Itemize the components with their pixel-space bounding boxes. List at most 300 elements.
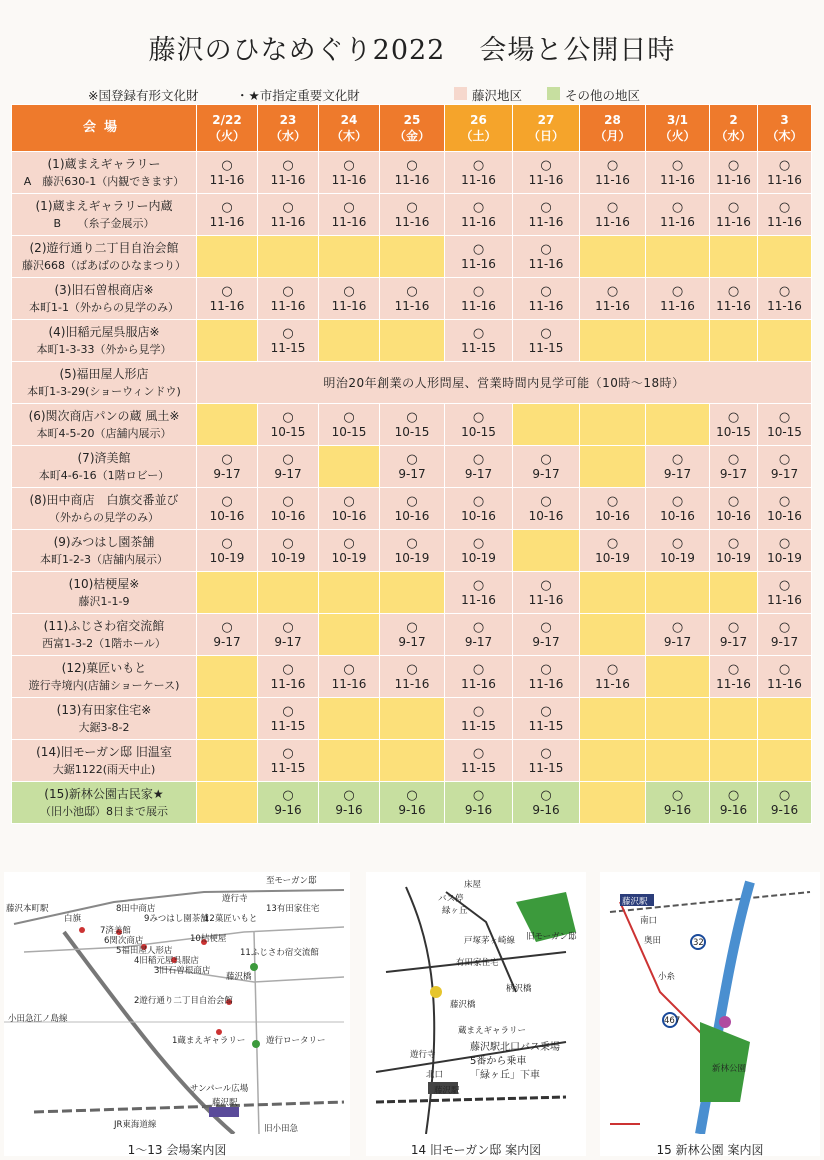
open-hours: 11-15: [270, 718, 306, 733]
open-cell: [445, 152, 513, 194]
venue-row: [12, 236, 812, 278]
header-day: 3 （木）: [758, 105, 812, 152]
venue-address: 西富1-3-2（1階ホール）: [42, 636, 166, 650]
open-circle-icon: ○: [778, 619, 791, 635]
open-circle-icon: ○: [221, 619, 233, 635]
open-cell: [758, 614, 812, 656]
open-cell: [646, 488, 710, 530]
venue-address: 本町1-1（外からの見学のみ）: [29, 300, 179, 314]
open-hours: 11-15: [461, 340, 496, 355]
venue-address: 大鋸1122(雨天中止): [52, 762, 156, 776]
venue-map-1-13: [4, 872, 350, 1156]
closed-cell: [646, 404, 710, 446]
open-hours: 11-16: [209, 214, 245, 229]
open-circle-icon: ○: [406, 199, 418, 215]
venue-row: [12, 152, 812, 194]
open-circle-icon: ○: [778, 661, 791, 677]
open-cell: [197, 614, 258, 656]
venue-name: [12, 152, 197, 194]
venue-row: [12, 446, 812, 488]
open-circle-icon: ○: [606, 493, 619, 509]
open-hours: 10-16: [394, 508, 430, 523]
open-circle-icon: ○: [343, 157, 355, 173]
open-hours: 10-15: [767, 424, 802, 439]
map1-label: 2遊行通り二丁目自治会館: [134, 996, 233, 1006]
map3-label: 奥田: [644, 936, 662, 946]
open-cell: [758, 446, 812, 488]
venue-name: [12, 530, 197, 572]
open-circle-icon: ○: [606, 535, 619, 551]
open-hours: 11-16: [767, 172, 802, 187]
open-cell: [580, 278, 646, 320]
closed-cell: [646, 656, 710, 698]
closed-cell: [319, 236, 380, 278]
venue-name: [12, 698, 197, 740]
open-circle-icon: ○: [406, 535, 418, 551]
venue-address: （外からの見学のみ）: [49, 510, 159, 524]
closed-cell: [513, 530, 580, 572]
venue-name: [12, 488, 197, 530]
open-circle-icon: ○: [221, 451, 233, 467]
open-hours: 11-15: [461, 760, 496, 775]
open-circle-icon: ○: [727, 661, 740, 677]
open-hours: 9-17: [398, 634, 426, 649]
open-circle-icon: ○: [671, 157, 684, 173]
open-circle-icon: ○: [472, 451, 485, 467]
open-circle-icon: ○: [727, 409, 740, 425]
closed-cell: [258, 236, 319, 278]
open-hours: 10-16: [209, 508, 245, 523]
open-circle-icon: ○: [343, 199, 355, 215]
venue-row: [12, 782, 812, 824]
closed-cell: [758, 236, 812, 278]
open-circle-icon: ○: [778, 283, 791, 299]
venue-row: [12, 740, 812, 782]
open-hours: 10-15: [270, 424, 306, 439]
open-circle-icon: ○: [221, 283, 233, 299]
open-circle-icon: ○: [540, 241, 552, 257]
open-circle-icon: ○: [472, 283, 485, 299]
open-hours: 10-16: [461, 508, 496, 523]
schedule-table: [11, 104, 812, 824]
legend-other: その他の地区: [565, 88, 641, 103]
venue-title: (13)有田家住宅※: [56, 702, 152, 717]
header-day: 25 （金）: [380, 105, 445, 152]
closed-cell: [258, 572, 319, 614]
open-cell: [710, 614, 758, 656]
open-circle-icon: ○: [671, 283, 684, 299]
venue-row: [12, 278, 812, 320]
open-hours: 11-16: [767, 298, 802, 313]
open-hours: 11-15: [528, 718, 564, 733]
open-hours: 11-16: [528, 676, 564, 691]
open-hours: 11-16: [394, 172, 430, 187]
map3-label: 467: [664, 1016, 681, 1026]
map1-label: 旧小田急: [264, 1124, 299, 1134]
open-circle-icon: ○: [282, 199, 294, 215]
open-hours: 10-16: [528, 508, 564, 523]
venue-name: [12, 446, 197, 488]
open-circle-icon: ○: [472, 535, 485, 551]
open-cell: [380, 194, 445, 236]
open-cell: [513, 320, 580, 362]
open-circle-icon: ○: [727, 619, 740, 635]
open-hours: 10-19: [767, 550, 802, 565]
open-cell: [380, 488, 445, 530]
open-circle-icon: ○: [221, 535, 233, 551]
open-circle-icon: ○: [282, 283, 294, 299]
open-hours: 10-15: [716, 424, 751, 439]
open-cell: [258, 194, 319, 236]
open-circle-icon: ○: [472, 619, 485, 635]
venue-address: 本町1-3-29(ショーウィンドウ): [27, 384, 181, 398]
open-cell: [319, 530, 380, 572]
open-circle-icon: ○: [671, 493, 684, 509]
open-hours: 11-16: [595, 214, 630, 229]
open-circle-icon: ○: [606, 661, 619, 677]
closed-cell: [319, 614, 380, 656]
map1-label: 9みつはし園茶舗: [144, 914, 209, 924]
open-hours: 11-16: [331, 676, 367, 691]
open-hours: 11-16: [461, 676, 496, 691]
legend-fujisawa: 藤沢地区: [472, 88, 523, 103]
open-cell: [445, 278, 513, 320]
open-hours: 9-17: [532, 634, 560, 649]
title-sub: 会場と公開日時: [479, 35, 676, 66]
venue-row: [12, 530, 812, 572]
open-circle-icon: ○: [778, 493, 791, 509]
header-day: 24 （木）: [319, 105, 380, 152]
open-hours: 10-16: [767, 508, 802, 523]
open-hours: 11-16: [767, 592, 802, 607]
open-cell: [445, 740, 513, 782]
closed-cell: [710, 572, 758, 614]
open-hours: 11-16: [528, 592, 564, 607]
open-cell: [646, 614, 710, 656]
map2-label: 床屋: [464, 880, 482, 890]
open-hours: 9-17: [532, 466, 560, 481]
open-hours: 9-17: [719, 466, 748, 481]
open-hours: 11-15: [528, 340, 564, 355]
open-circle-icon: ○: [343, 493, 355, 509]
open-hours: 9-17: [398, 466, 426, 481]
venue-note: 明治20年創業の人形問屋、営業時間内見学可能（10時～18時）: [197, 362, 812, 404]
venue-name: [12, 320, 197, 362]
open-cell: [319, 404, 380, 446]
open-circle-icon: ○: [282, 409, 294, 425]
open-hours: 11-16: [767, 676, 802, 691]
open-cell: [445, 698, 513, 740]
open-cell: [710, 782, 758, 824]
open-hours: 10-19: [394, 550, 430, 565]
map2-caption: 14 旧モーガン邸 案内図: [410, 1143, 542, 1157]
closed-cell: [646, 740, 710, 782]
venue-row: [12, 572, 812, 614]
open-cell: [710, 194, 758, 236]
map2-label: 戸塚茅ヶ崎線: [464, 936, 516, 946]
open-hours: 11-15: [270, 760, 306, 775]
open-hours: 11-16: [716, 676, 751, 691]
venue-title: (3)旧石曽根商店※: [54, 282, 154, 297]
open-hours: 11-16: [394, 214, 430, 229]
open-cell: [258, 320, 319, 362]
header-day: 27 （日）: [513, 105, 580, 152]
open-cell: [513, 194, 580, 236]
map1-label: 8田中商店: [116, 904, 156, 914]
map1-label: 4旧稲元屋呉服店: [134, 956, 199, 966]
shinbayashi-park-map: [600, 872, 820, 1156]
venue-name: [12, 656, 197, 698]
open-cell: [758, 152, 812, 194]
venue-title: (9)みつはし園茶舗: [53, 534, 155, 549]
open-cell: [258, 152, 319, 194]
legend-city-designated: ・★市指定重要文化財: [236, 88, 360, 103]
venue-address: 大鋸3-8-2: [78, 720, 130, 734]
open-cell: [258, 446, 319, 488]
closed-cell: [380, 698, 445, 740]
open-circle-icon: ○: [472, 703, 485, 719]
open-cell: [380, 278, 445, 320]
open-cell: [319, 194, 380, 236]
open-hours: 10-19: [660, 550, 695, 565]
open-hours: 9-16: [335, 802, 363, 817]
closed-cell: [197, 698, 258, 740]
map2-label: 「緑ヶ丘」下車: [470, 1070, 540, 1081]
venue-address: 本町4-5-20（店舗内展示）: [36, 426, 172, 440]
venue-title: (8)田中商店 白旗交番並び: [29, 492, 179, 507]
open-cell: [258, 698, 319, 740]
closed-cell: [319, 740, 380, 782]
open-circle-icon: ○: [606, 157, 619, 173]
open-hours: 11-16: [528, 256, 564, 271]
open-circle-icon: ○: [406, 787, 418, 803]
open-cell: [710, 488, 758, 530]
closed-cell: [710, 320, 758, 362]
open-hours: 11-16: [461, 172, 496, 187]
open-cell: [758, 278, 812, 320]
venue-row: [12, 320, 812, 362]
map1-label: 藤沢本町駅: [6, 904, 49, 914]
open-cell: [258, 530, 319, 572]
venue-name: [12, 404, 197, 446]
venue-address: （旧小池邸）8日まで展示: [40, 804, 168, 818]
open-circle-icon: ○: [727, 493, 740, 509]
map1-label: 遊行ロータリー: [266, 1036, 326, 1046]
open-circle-icon: ○: [778, 787, 791, 803]
map1-label: 11ふじさわ宿交流館: [240, 948, 319, 958]
open-circle-icon: ○: [282, 661, 294, 677]
venue-row: [12, 656, 812, 698]
open-cell: [580, 488, 646, 530]
open-hours: 11-15: [528, 760, 564, 775]
header-row: [12, 105, 812, 152]
open-hours: 11-16: [461, 256, 496, 271]
open-hours: 10-19: [270, 550, 306, 565]
open-circle-icon: ○: [282, 325, 294, 341]
open-circle-icon: ○: [282, 157, 294, 173]
venue-name: [12, 740, 197, 782]
map2-label: 藤沢駅: [434, 1086, 460, 1096]
map1-label: 白旗: [64, 914, 82, 924]
header-day: 2 （水）: [710, 105, 758, 152]
map2-label: 蔵まえギャラリー: [458, 1026, 527, 1036]
open-hours: 11-16: [461, 592, 496, 607]
open-hours: 10-15: [461, 424, 496, 439]
open-hours: 10-16: [716, 508, 751, 523]
open-cell: [258, 740, 319, 782]
open-cell: [758, 656, 812, 698]
shinbayashi-park-map-roads: [600, 872, 820, 1134]
open-hours: 9-17: [770, 634, 799, 649]
open-hours: 10-19: [716, 550, 751, 565]
open-cell: [513, 740, 580, 782]
venue-address: 遊行寺境内(店舗ショーケース): [28, 678, 180, 692]
open-circle-icon: ○: [282, 703, 294, 719]
open-circle-icon: ○: [671, 787, 684, 803]
open-cell: [513, 446, 580, 488]
open-circle-icon: ○: [472, 577, 485, 593]
open-circle-icon: ○: [282, 619, 294, 635]
closed-cell: [646, 698, 710, 740]
open-cell: [758, 530, 812, 572]
header-day: 28 （月）: [580, 105, 646, 152]
closed-cell: [513, 404, 580, 446]
open-circle-icon: ○: [221, 493, 233, 509]
open-circle-icon: ○: [282, 451, 294, 467]
open-circle-icon: ○: [671, 535, 684, 551]
open-hours: 10-19: [331, 550, 367, 565]
open-circle-icon: ○: [540, 493, 552, 509]
open-circle-icon: ○: [472, 493, 485, 509]
venue-name: [12, 782, 197, 824]
venue-title: (1)蔵まえギャラリー: [47, 156, 161, 171]
map1-label: 10桔梗屋: [190, 934, 227, 944]
map2-label: バス停: [438, 894, 464, 904]
venue-title: (11)ふじさわ宿交流館: [43, 618, 165, 633]
map1-label: 1蔵まえギャラリー: [172, 1036, 246, 1046]
open-circle-icon: ○: [727, 157, 740, 173]
open-hours: 11-16: [209, 298, 245, 313]
open-circle-icon: ○: [406, 157, 418, 173]
open-hours: 11-16: [528, 172, 564, 187]
closed-cell: [380, 236, 445, 278]
open-cell: [445, 488, 513, 530]
open-cell: [758, 404, 812, 446]
morgan-house-map-roads: [366, 872, 586, 1134]
open-cell: [197, 530, 258, 572]
open-hours: 10-16: [660, 508, 695, 523]
map3-label: 32: [693, 938, 704, 948]
open-circle-icon: ○: [343, 409, 355, 425]
closed-cell: [197, 320, 258, 362]
open-circle-icon: ○: [343, 535, 355, 551]
open-circle-icon: ○: [406, 619, 418, 635]
open-cell: [758, 572, 812, 614]
map3-label: 新林公園: [712, 1064, 747, 1074]
map1-label: 藤沢橋: [226, 972, 252, 982]
open-cell: [258, 278, 319, 320]
map1-label: サンパール広場: [190, 1084, 249, 1094]
open-hours: 9-17: [663, 634, 692, 649]
map2-label: 緑ヶ丘: [442, 906, 468, 916]
map1-label: 13有田家住宅: [266, 904, 320, 914]
header-day: 23 （水）: [258, 105, 319, 152]
map1-caption: 1～13 会場案内図: [127, 1143, 227, 1157]
venue-name: [12, 614, 197, 656]
open-cell: [445, 320, 513, 362]
open-cell: [513, 488, 580, 530]
closed-cell: [580, 236, 646, 278]
venue-row: [12, 488, 812, 530]
closed-cell: [580, 320, 646, 362]
map1-label: 12菓匠いもと: [204, 914, 258, 924]
header-day: 3/1 （火）: [646, 105, 710, 152]
open-hours: 9-17: [719, 634, 748, 649]
open-cell: [758, 194, 812, 236]
open-cell: [319, 782, 380, 824]
open-hours: 11-16: [595, 676, 630, 691]
closed-cell: [758, 320, 812, 362]
venue-title: (12)菓匠いもと: [61, 660, 147, 675]
open-cell: [445, 236, 513, 278]
closed-cell: [710, 698, 758, 740]
open-cell: [710, 656, 758, 698]
map1-label: 7済美館: [100, 926, 131, 936]
closed-cell: [646, 236, 710, 278]
venue-row: [12, 362, 812, 404]
open-hours: 11-16: [528, 214, 564, 229]
open-circle-icon: ○: [472, 409, 485, 425]
open-circle-icon: ○: [540, 745, 552, 761]
map1-label: 藤沢駅: [212, 1098, 238, 1108]
legend-registered: ※国登録有形文化財: [88, 88, 199, 103]
map1-label: 6関次商店: [104, 936, 144, 946]
open-hours: 10-16: [270, 508, 306, 523]
legend: [0, 84, 824, 104]
open-circle-icon: ○: [778, 409, 791, 425]
open-cell: [445, 656, 513, 698]
open-cell: [580, 194, 646, 236]
open-hours: 9-16: [770, 802, 799, 817]
open-cell: [380, 152, 445, 194]
open-cell: [646, 194, 710, 236]
map2-label: 有田家住宅: [456, 958, 499, 968]
open-cell: [380, 446, 445, 488]
open-cell: [380, 530, 445, 572]
venue-row: [12, 194, 812, 236]
open-circle-icon: ○: [406, 451, 418, 467]
open-hours: 11-16: [209, 172, 245, 187]
open-hours: 9-17: [464, 634, 493, 649]
open-hours: 11-15: [270, 340, 306, 355]
open-circle-icon: ○: [671, 619, 684, 635]
open-circle-icon: ○: [727, 283, 740, 299]
open-hours: 9-16: [532, 802, 560, 817]
open-cell: [513, 614, 580, 656]
open-hours: 9-17: [770, 466, 799, 481]
header-day: 26 （土）: [445, 105, 513, 152]
open-circle-icon: ○: [540, 325, 552, 341]
open-cell: [319, 152, 380, 194]
venue-title: (15)新林公園古民家★: [44, 786, 164, 801]
open-circle-icon: ○: [406, 409, 418, 425]
map3-label: 小糸: [658, 972, 676, 982]
open-cell: [710, 152, 758, 194]
closed-cell: [197, 236, 258, 278]
open-circle-icon: ○: [472, 325, 485, 341]
venue-address: 藤沢1-1-9: [78, 594, 130, 608]
open-hours: 11-16: [660, 214, 695, 229]
